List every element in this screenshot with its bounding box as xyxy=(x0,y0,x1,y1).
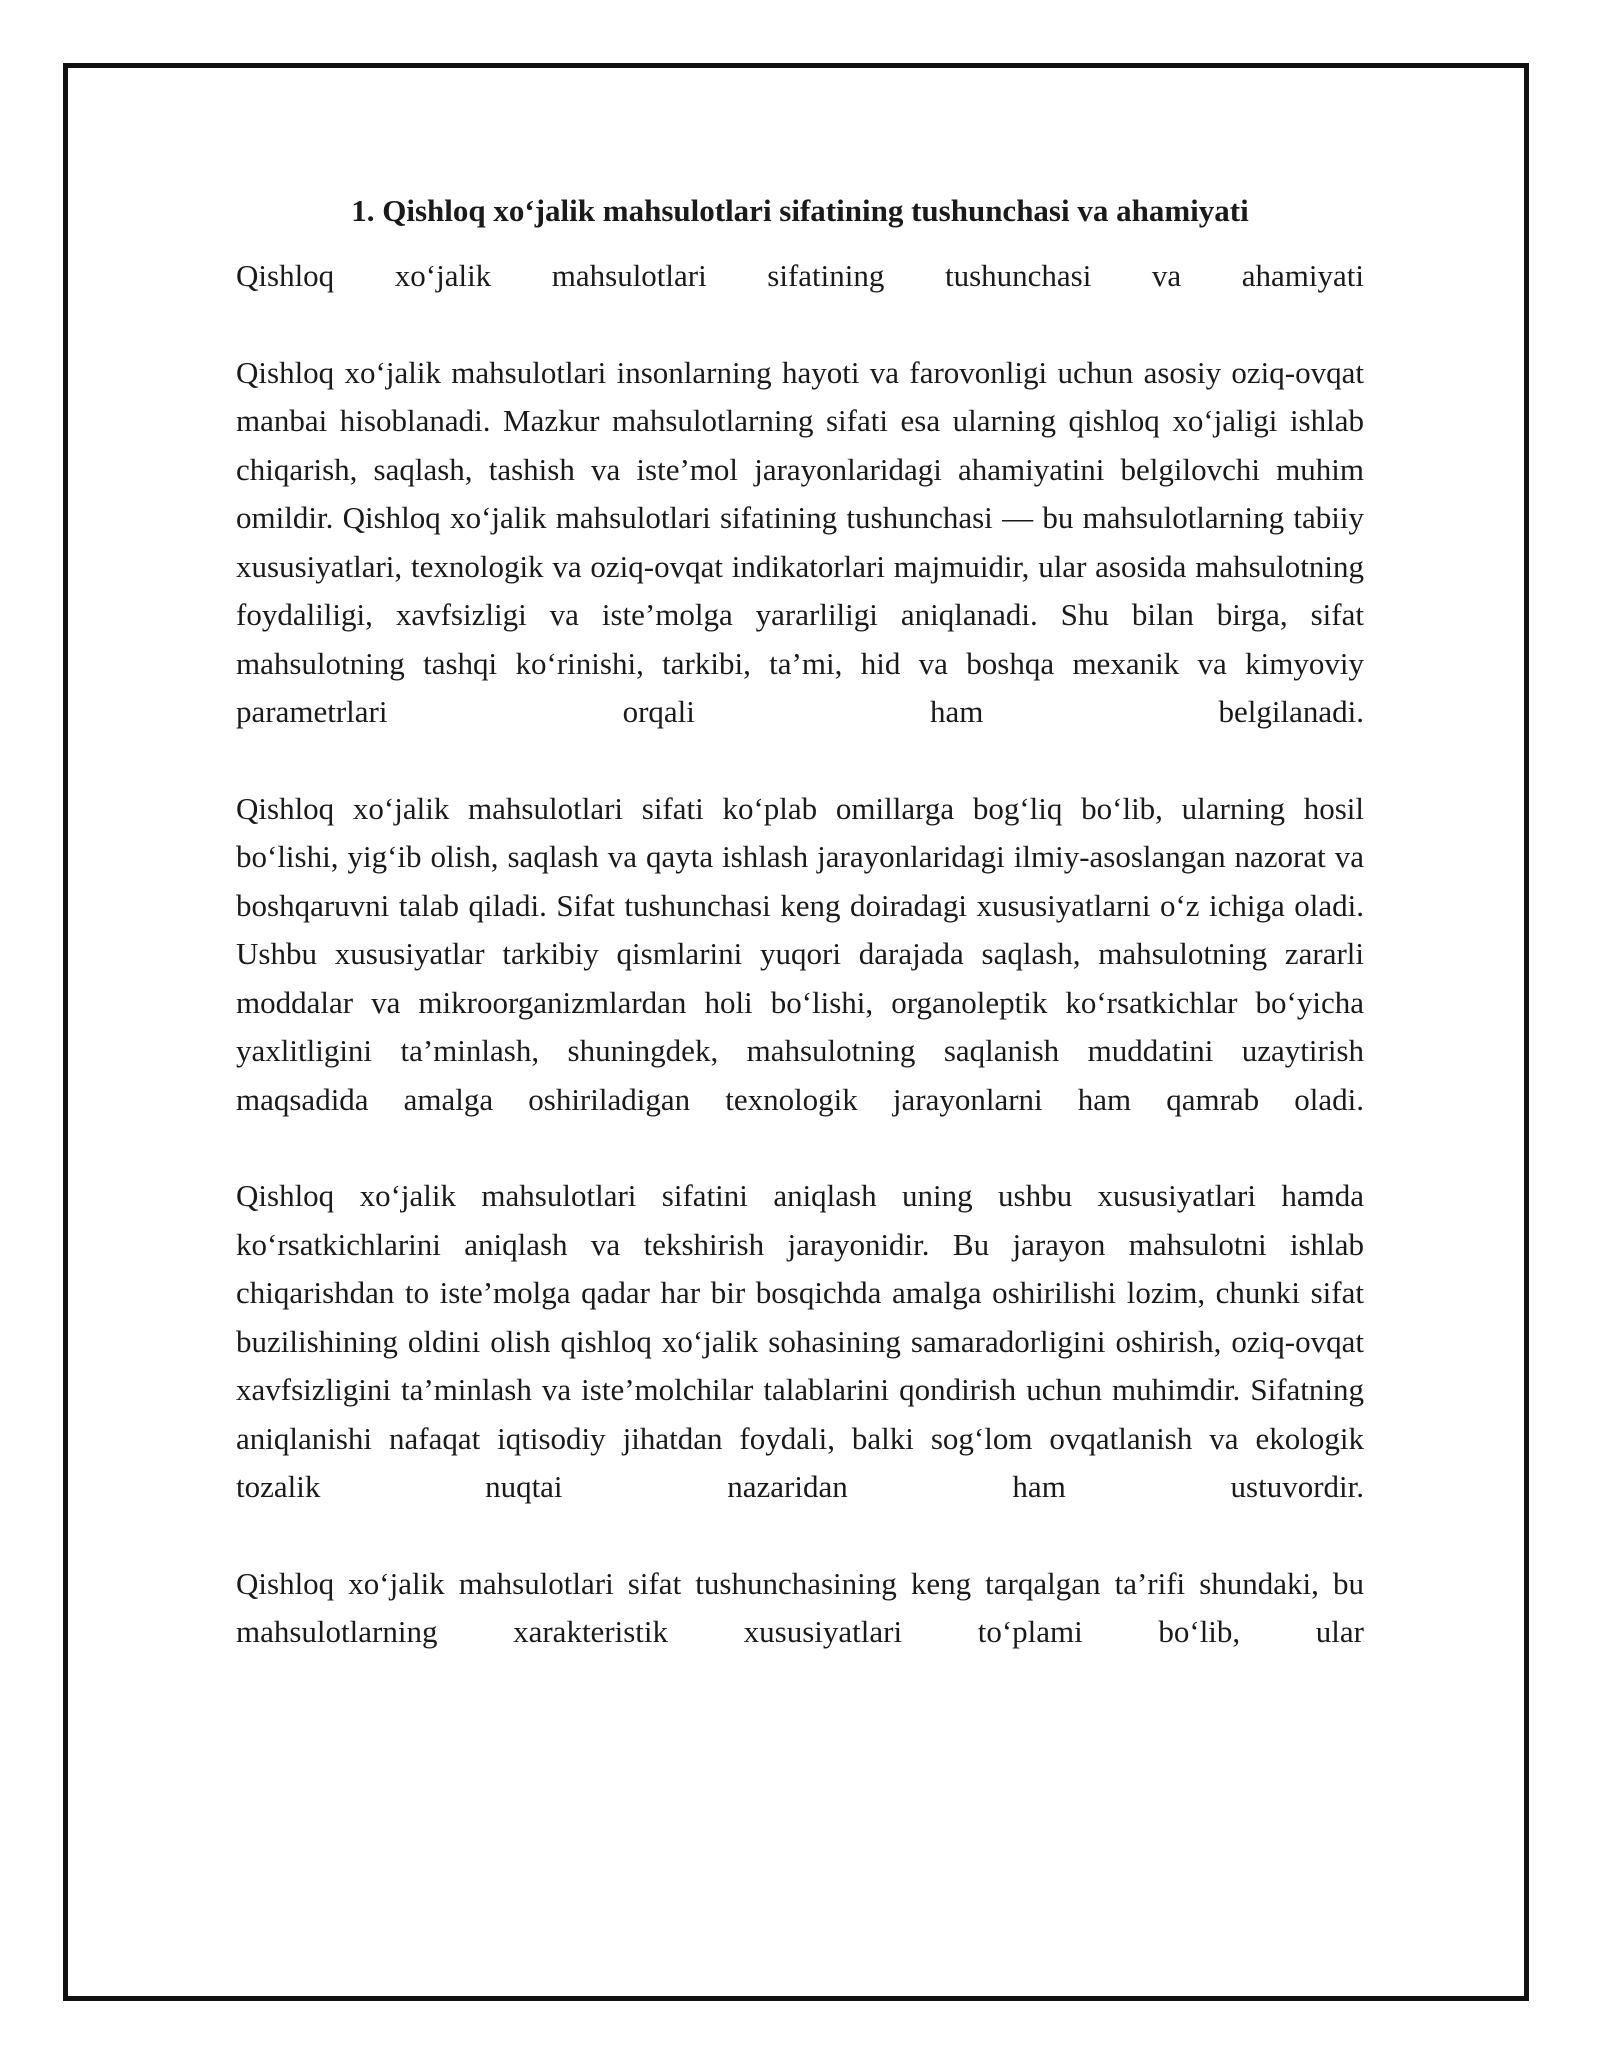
document-title: 1. Qishloq xo‘jalik mahsulotlari sifatining tushunchasi va ahamiyati xyxy=(351,193,1249,228)
paragraph-4: Qishloq xo‘jalik mahsulotlari sifat tushunchasining keng tarqalgan ta’rifi shundaki, bu mahsulotlarning xarakteristik xususiyatlari to‘plami bo‘lib, ular xyxy=(236,1565,1364,1649)
paragraph-2: Qishloq xo‘jalik mahsulotlari sifati ko‘plab omillarga bog‘liq bo‘lib, ularning hosil bo‘lishi, yig‘ib olish, saqlash va qayta ishlash jarayonlaridagi ilmiy-asoslangan nazorat va boshqaruvni talab qiladi. Sifat tushunchasi keng doiradagi xususiyatlarni o‘z ichiga oladi. Ushbu xususiyatlar tarkibiy qismlarini yuqori darajada saqlash, mahsulotning zararli moddalar va mikroorganizmlardan holi bo‘lishi, organoleptik ko‘rsatkichlar bo‘yicha yaxlitligini ta’minlash, shuningdek, mahsulotning saqlanish muddatini uzaytirish maqsadida amalga oshiriladigan texnologik jarayonlarni ham qamrab oladi. xyxy=(236,790,1364,1117)
paragraph-subtitle: Qishloq xo‘jalik mahsulotlari sifatining tushunchasi va ahamiyati xyxy=(236,258,1364,293)
document-body xyxy=(236,190,1364,1657)
paragraph-3: Qishloq xo‘jalik mahsulotlari sifatini aniqlash uning ushbu xususiyatlari hamda ko‘rsatkichlarini aniqlash va tekshirish jarayonidir. Bu jarayon mahsulotni ishlab chiqarishdan to iste’molga qadar har bir bosqichda amalga oshirilishi lozim, chunki sifat buzilishining oldini olish qishloq xo‘jalik sohasining samaradorligini oshirish, oziq-ovqat xavfsizligini ta’minlash va iste’molchilar talablarini qondirish uchun muhimdir. Sifatning aniqlanishi nafaqat iqtisodiy jihatdan foydali, balki sog‘lom ovqatlanish va ekologik tozalik nuqtai nazaridan ham ustuvordir. xyxy=(236,1178,1364,1504)
paragraph-1: Qishloq xo‘jalik mahsulotlari insonlarning hayoti va farovonligi uchun asosiy oziq-ovqat manbai hisoblanadi. Mazkur mahsulotlarning sifati esa ularning qishloq xo‘jaligi ishlab chiqarish, saqlash, tashish va iste’mol jarayonlaridagi ahamiyatini belgilovchi muhim omildir. Qishloq xo‘jalik mahsulotlari sifatining tushunchasi — bu mahsulotlarning tabiiy xususiyatlari, texnologik va oziq-ovqat indikatorlari majmuidir, ular asosida mahsulotning foydaliligi, xavfsizligi va iste’molga yararliligi aniqlanadi. Shu bilan birga, sifat mahsulotning tashqi ko‘rinishi, tarkibi, ta’mi, hid va boshqa mexanik va kimyoviy parametrlari orqali ham belgilanadi. xyxy=(236,354,1364,729)
